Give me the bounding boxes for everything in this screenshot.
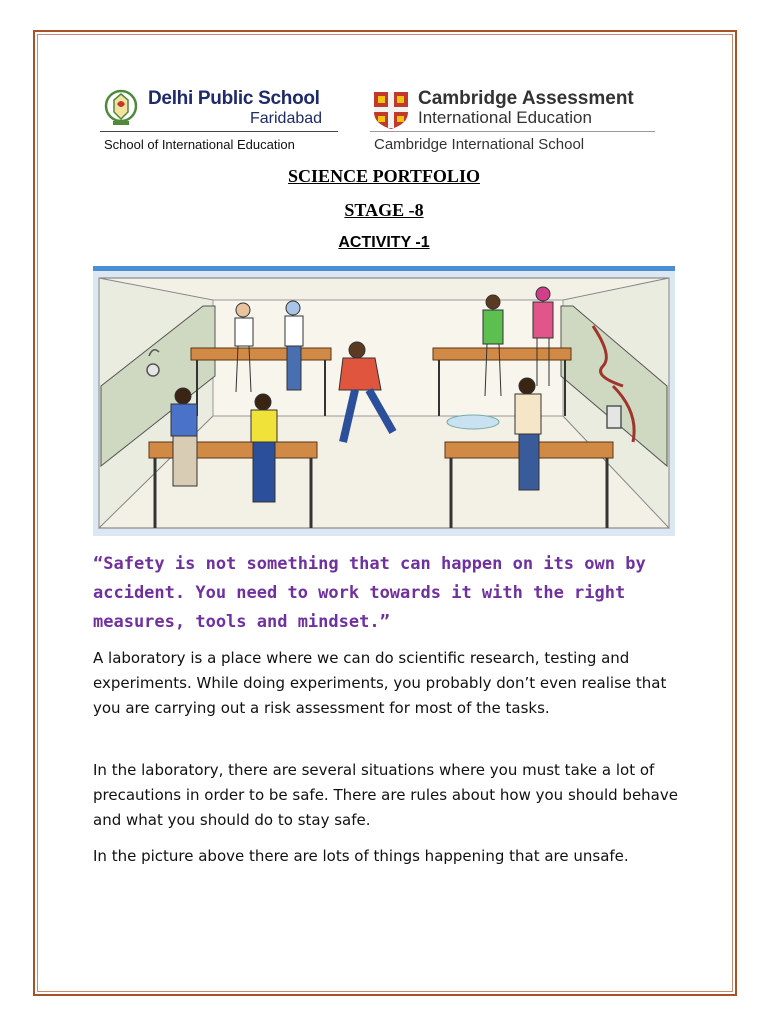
paragraph-2: In the laboratory, there are several situations where you must take a lot of precautions in order to be safe. There are rules about how you should behave and what you should do to stay safe. (93, 761, 678, 829)
dps-city: Faridabad (250, 110, 323, 127)
cambridge-subtitle: International Education (418, 108, 592, 127)
dps-logo (100, 86, 340, 152)
paragraph-3: In the picture above there are lots of things happening that are unsafe. (93, 847, 629, 865)
cambridge-crest-icon (372, 90, 410, 130)
activity-title: ACTIVITY -1 (338, 234, 430, 251)
cambridge-logo (370, 86, 660, 152)
dps-divider (100, 131, 338, 132)
dps-name: Delhi Public School (148, 88, 320, 109)
cambridge-school: Cambridge International School (374, 136, 585, 153)
dps-emblem-icon (104, 88, 138, 128)
cambridge-divider (370, 131, 655, 132)
safety-quote: “Safety is not something that can happen on its own by accident. You need to work towards it with the right measures, tools and mindset.” (93, 554, 646, 632)
dps-subtitle: School of International Education (104, 137, 295, 152)
paragraph-1: A laboratory is a place where we can do scientific research, testing and experiments. While doing experiments, you probably don’t even realise that you are carrying out a risk assessment for most of the tasks. (93, 649, 667, 717)
portfolio-title: SCIENCE PORTFOLIO (288, 166, 480, 186)
cambridge-name: Cambridge Assessment (418, 88, 634, 109)
stage-title: STAGE -8 (344, 200, 424, 220)
lab-safety-illustration (93, 266, 675, 536)
